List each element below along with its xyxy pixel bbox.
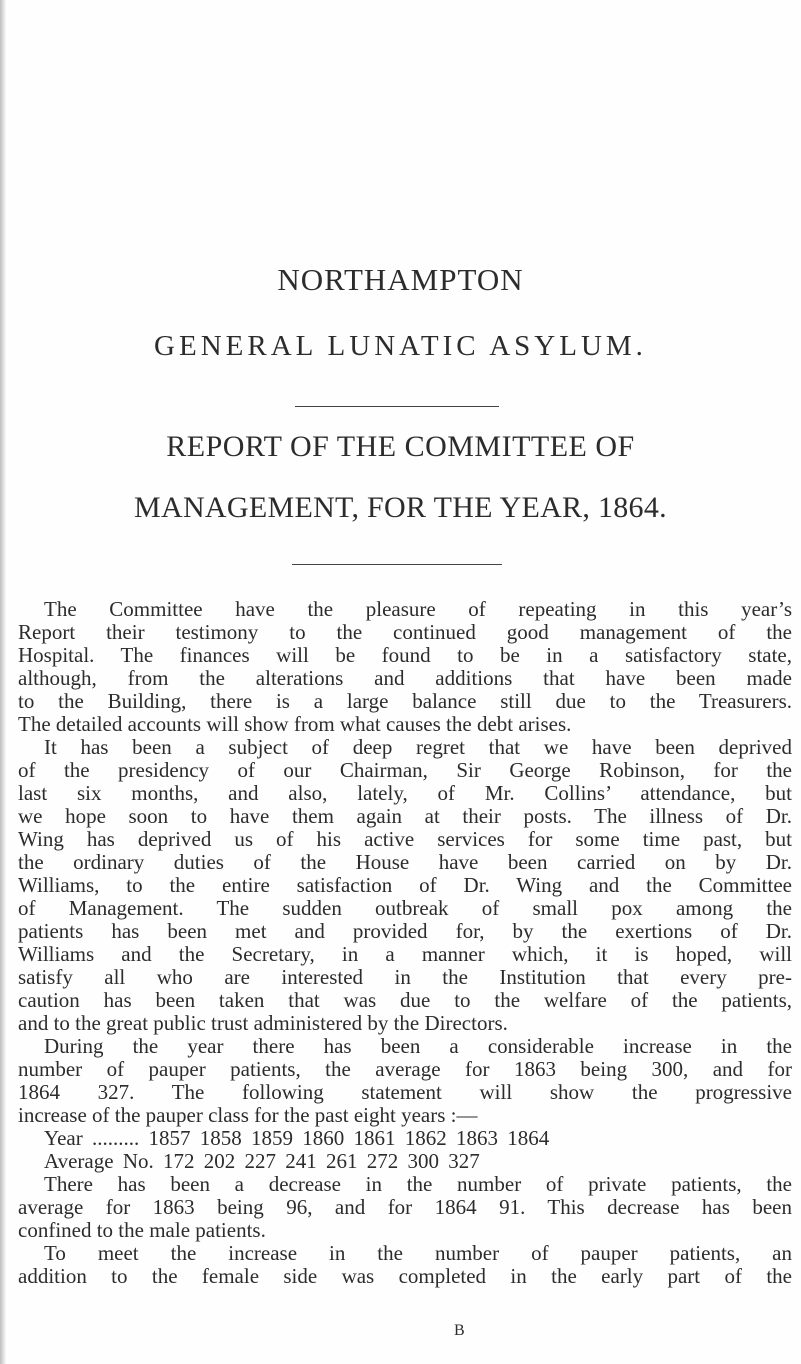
- body-line: confined to the male patients.: [18, 1218, 266, 1242]
- stats-year-cell: 1857: [148, 1126, 191, 1150]
- stats-year-cell: 1861: [353, 1126, 396, 1150]
- stats-average-cell: 272: [366, 1149, 399, 1173]
- body-line: of the presidency of our Chairman, Sir George Robinson, for the: [18, 758, 792, 782]
- body-line: average for 1863 being 96, and for 1864 91. This decrease has been: [18, 1195, 792, 1219]
- body-line: It has been a subject of deep regret that we have been deprived: [44, 735, 792, 759]
- stats-year-cell: 1859: [250, 1126, 293, 1150]
- stats-average-cell: 241: [285, 1149, 317, 1173]
- stats-row-years: [18, 1127, 792, 1150]
- stats-average-label: Average No.: [44, 1149, 154, 1173]
- stats-average-cell: 327: [448, 1149, 480, 1173]
- body-line: Wing has deprived us of his active services for some time past, but: [18, 827, 792, 851]
- body-line: addition to the female side was completed in the early part of the: [18, 1264, 792, 1288]
- body-line: To meet the increase in the number of pauper patients, an: [44, 1241, 792, 1265]
- body-line: we hope soon to have them again at their posts. The illness of Dr.: [18, 804, 792, 828]
- body-line: of Management. The sudden outbreak of small pox among the: [18, 896, 792, 920]
- stats-year-cell: 1864: [507, 1126, 550, 1150]
- subtitle-report-line1: REPORT OF THE COMMITTEE OF: [166, 430, 635, 463]
- title-northampton: NORTHAMPTON: [277, 262, 524, 297]
- body-line: The detailed accounts will show from what causes the debt arises.: [18, 712, 572, 736]
- body-line: to the Building, there is a large balance still due to the Treasurers.: [18, 689, 792, 713]
- stats-average-cell: 172: [162, 1149, 195, 1173]
- body-line: Williams and the Secretary, in a manner which, it is hoped, will: [18, 942, 792, 966]
- body-line: Hospital. The finances will be found to be in a satisfactory state,: [18, 643, 792, 667]
- body-line: increase of the pauper class for the past eight years :—: [18, 1103, 478, 1127]
- divider-rule-bottom: [292, 564, 502, 565]
- body-line: The Committee have the pleasure of repeating in this year’s: [44, 597, 792, 621]
- stats-average-cell: 202: [203, 1149, 236, 1173]
- stats-year-label: Year .........: [44, 1126, 140, 1150]
- body-line: number of pauper patients, the average for 1863 being 300, and for: [18, 1057, 792, 1081]
- divider-rule-top: [295, 406, 499, 407]
- stats-row-averages: [18, 1150, 792, 1173]
- title-general-lunatic-asylum: GENERAL LUNATIC ASYLUM.: [154, 330, 647, 362]
- subtitle-report-line2: MANAGEMENT, FOR THE YEAR, 1864.: [134, 491, 667, 524]
- body-line: Report their testimony to the continued good management of the: [18, 620, 792, 644]
- body-line: last six months, and also, lately, of Mr. Collins’ attendance, but: [18, 781, 792, 805]
- stats-average-cell: 227: [244, 1149, 276, 1173]
- body-line: although, from the alterations and additions that have been made: [18, 666, 792, 690]
- body-line: There has been a decrease in the number of private patients, the: [44, 1172, 792, 1196]
- body-line: During the year there has been a considerable increase in the: [44, 1034, 792, 1058]
- body-line: the ordinary duties of the House have been carried on by Dr.: [18, 850, 792, 874]
- stats-year-cell: 1860: [302, 1126, 345, 1150]
- body-line: Williams, to the entire satisfaction of Dr. Wing and the Committee: [18, 873, 792, 897]
- report-body: [18, 598, 792, 1288]
- stats-year-cell: 1863: [455, 1126, 498, 1150]
- body-line: 1864 327. The following statement will show the progressive: [18, 1080, 792, 1104]
- body-line: patients has been met and provided for, by the exertions of Dr.: [18, 919, 792, 943]
- stats-average-cell: 261: [325, 1149, 358, 1173]
- body-line: caution has been taken that was due to the welfare of the patients,: [18, 988, 792, 1012]
- page-edge-shadow: [0, 0, 6, 1364]
- body-line: satisfy all who are interested in the Institution that every pre-: [18, 965, 792, 989]
- signature-mark: B: [454, 1322, 465, 1339]
- stats-year-cell: 1858: [199, 1126, 242, 1150]
- body-line: and to the great public trust administered by the Directors.: [18, 1011, 508, 1035]
- stats-average-cell: 300: [407, 1149, 439, 1173]
- stats-year-cell: 1862: [404, 1126, 447, 1150]
